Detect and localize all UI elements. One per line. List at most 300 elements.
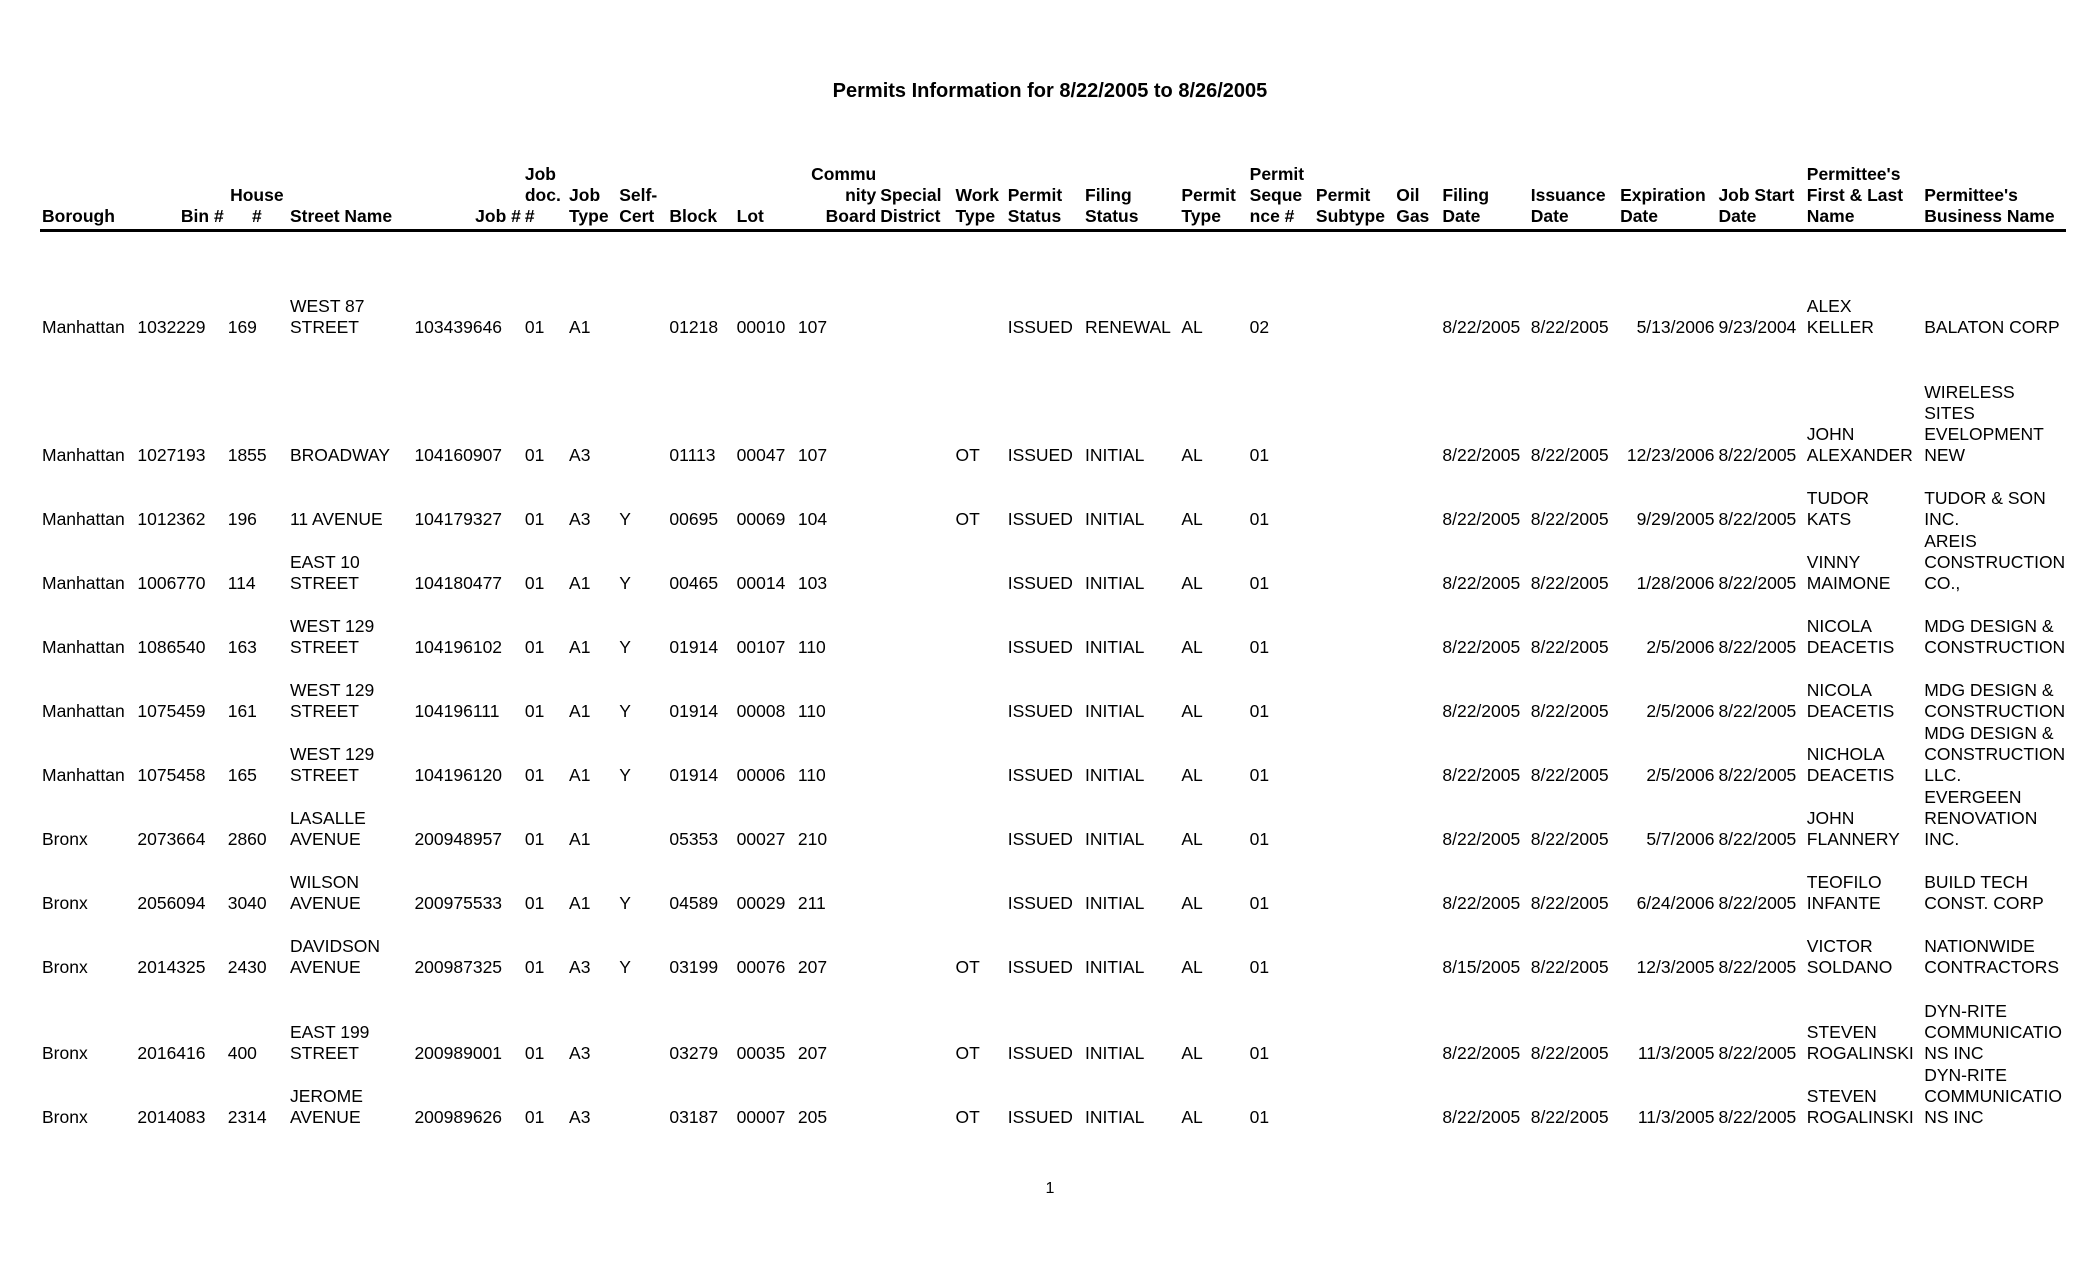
table-cell: WIRELESS SITES EVELOPMENT NEW [1924, 382, 2044, 465]
table-cell: 2014325 [137, 957, 206, 977]
table-cell: JOHN FLANNERY [1806, 808, 1900, 849]
table-cell: ISSUED [1007, 637, 1073, 657]
table-cell: INITIAL [1085, 765, 1145, 785]
table-cell [617, 254, 667, 338]
table-cell: AL [1181, 701, 1203, 721]
table-cell: 00006 [736, 765, 786, 785]
table-row [40, 914, 2066, 978]
table-cell: 01 [524, 445, 545, 465]
table-cell: 9/29/2005 [1636, 509, 1715, 529]
table-cell: A1 [569, 893, 591, 913]
table-cell [1314, 594, 1394, 658]
table-header-row [40, 164, 2066, 231]
table-cell: 01 [524, 637, 545, 657]
col-header: Lot [735, 164, 796, 231]
table-cell: INITIAL [1085, 1043, 1145, 1063]
table-cell: 210 [797, 829, 828, 849]
table-cell: DYN-RITE COMMUNICATIO NS INC [1924, 1001, 2062, 1063]
table-cell: 1086540 [137, 637, 206, 657]
table-cell: 110 [797, 765, 826, 785]
table-cell: INITIAL [1085, 637, 1145, 657]
table-cell: A1 [569, 573, 591, 593]
table-cell: 169 [227, 317, 257, 337]
table-row [40, 594, 2066, 658]
table-cell: STEVEN ROGALINSKI [1806, 1086, 1914, 1127]
table-cell: 11/3/2005 [1637, 1043, 1715, 1063]
table-cell: ISSUED [1007, 701, 1073, 721]
table-cell [1314, 530, 1394, 594]
table-cell: 107 [797, 445, 828, 465]
table-cell [954, 658, 1006, 722]
table-cell: Y [619, 765, 631, 785]
table-cell: 01 [524, 893, 545, 913]
table-cell: 1855 [227, 445, 267, 465]
table-cell: 165 [227, 765, 257, 785]
table-cell: MDG DESIGN & CONSTRUCTION [1924, 616, 2066, 657]
table-cell: A3 [569, 509, 591, 529]
table-cell: 8/22/2005 [1530, 445, 1609, 465]
table-cell [954, 530, 1006, 594]
table-cell: 200948957 [414, 829, 503, 849]
table-cell [1394, 338, 1440, 466]
table-cell: ISSUED [1007, 573, 1073, 593]
table-cell: 1/28/2006 [1636, 573, 1715, 593]
table-cell: 01 [1249, 1107, 1270, 1127]
table-cell: Bronx [42, 1107, 88, 1127]
table-cell [878, 914, 953, 978]
table-cell: JOHN ALEXANDER [1806, 424, 1913, 465]
col-header: Commu nity Board [796, 164, 878, 231]
table-cell: Bronx [42, 893, 88, 913]
table-cell: ALEX KELLER [1806, 296, 1874, 337]
table-cell [1314, 1064, 1394, 1128]
table-cell: 02 [1249, 317, 1270, 337]
table-cell: AL [1181, 445, 1203, 465]
table-cell: 03187 [669, 1107, 719, 1127]
table-cell: A3 [569, 1043, 591, 1063]
table-cell: A1 [569, 765, 591, 785]
table-cell: INITIAL [1085, 1107, 1145, 1127]
table-cell: 2073664 [137, 829, 206, 849]
table-cell: VICTOR SOLDANO [1806, 936, 1893, 977]
table-cell: A3 [569, 1107, 591, 1127]
table-cell: 01914 [669, 765, 719, 785]
table-cell: 8/22/2005 [1718, 445, 1797, 465]
table-cell [1394, 466, 1440, 530]
table-cell [1394, 658, 1440, 722]
table-cell: 8/22/2005 [1530, 829, 1609, 849]
table-cell: 2014083 [137, 1107, 206, 1127]
table-cell: 01 [524, 1043, 545, 1063]
permits-table [40, 164, 2066, 1128]
table-cell: 8/22/2005 [1530, 765, 1609, 785]
table-cell: 104180477 [414, 573, 503, 593]
table-cell: Y [619, 509, 631, 529]
table-cell: INITIAL [1085, 701, 1145, 721]
table-cell [1394, 594, 1440, 658]
table-cell: 05353 [669, 829, 719, 849]
table-cell [878, 254, 953, 338]
table-cell: 00069 [736, 509, 786, 529]
table-cell: 104160907 [414, 445, 503, 465]
table-cell: OT [955, 1043, 980, 1063]
table-cell: 104179327 [414, 509, 503, 529]
table-cell: ISSUED [1007, 1043, 1073, 1063]
table-cell: 00008 [736, 701, 786, 721]
table-cell: OT [955, 509, 980, 529]
table-cell: 8/22/2005 [1718, 637, 1797, 657]
table-cell: INITIAL [1085, 893, 1145, 913]
table-cell [617, 1064, 667, 1128]
table-cell: Manhattan [42, 637, 125, 657]
table-cell: TUDOR KATS [1806, 488, 1869, 529]
table-cell: 8/22/2005 [1442, 829, 1521, 849]
table-row [40, 978, 2066, 1064]
table-cell [878, 338, 953, 466]
table-cell: EVERGEEN RENOVATION INC. [1924, 787, 2038, 849]
table-cell: 8/15/2005 [1442, 957, 1521, 977]
table-cell: 104196120 [414, 765, 503, 785]
table-cell: AL [1181, 957, 1203, 977]
table-cell: ISSUED [1007, 957, 1073, 977]
col-header: Filing Date [1440, 164, 1528, 231]
header-spacer [40, 231, 2066, 255]
col-header: Expiration Date [1618, 164, 1716, 231]
table-cell: 211 [797, 893, 826, 913]
col-header: Permittee's Business Name [1922, 164, 2066, 231]
table-cell: 01 [1249, 573, 1270, 593]
table-cell [878, 786, 953, 850]
table-cell: 8/22/2005 [1442, 765, 1521, 785]
table-cell: AL [1181, 1043, 1203, 1063]
table-cell: 2430 [227, 957, 267, 977]
table-cell [878, 850, 953, 914]
table-cell [878, 658, 953, 722]
table-cell: 2/5/2006 [1646, 701, 1715, 721]
table-cell: 8/22/2005 [1718, 893, 1797, 913]
table-cell [954, 850, 1006, 914]
table-cell: A3 [569, 445, 591, 465]
table-cell: WEST 87 STREET [289, 296, 365, 337]
table-row [40, 786, 2066, 850]
table-cell: 8/22/2005 [1442, 893, 1521, 913]
table-cell: INITIAL [1085, 829, 1145, 849]
table-cell: 01 [1249, 1043, 1270, 1063]
table-cell [1314, 658, 1394, 722]
table-cell: 11/3/2005 [1637, 1107, 1715, 1127]
table-cell: 8/22/2005 [1530, 573, 1609, 593]
table-cell: 01 [524, 957, 545, 977]
table-cell: 9/23/2004 [1718, 317, 1797, 337]
table-cell: 8/22/2005 [1530, 701, 1609, 721]
table-cell: 01 [524, 1107, 545, 1127]
table-cell: Manhattan [42, 317, 125, 337]
table-cell: 110 [797, 701, 826, 721]
table-cell: 1075459 [137, 701, 206, 721]
table-cell [1394, 850, 1440, 914]
table-cell: 1075458 [137, 765, 206, 785]
table-cell [954, 254, 1006, 338]
table-cell: NICOLA DEACETIS [1806, 680, 1895, 721]
table-cell: 00035 [736, 1043, 786, 1063]
table-cell: 8/22/2005 [1530, 893, 1609, 913]
col-header: Bin # [135, 164, 225, 231]
table-cell: ISSUED [1007, 445, 1073, 465]
table-cell: 01218 [669, 317, 719, 337]
table-cell: RENEWAL [1085, 317, 1171, 337]
table-cell: 01914 [669, 637, 719, 657]
table-cell: 01 [1249, 765, 1270, 785]
table-cell: 8/22/2005 [1718, 957, 1797, 977]
table-cell: 8/22/2005 [1442, 1107, 1521, 1127]
page-title: Permits Information for 8/22/2005 to 8/26/2005 [832, 80, 1268, 102]
table-cell: AL [1181, 893, 1203, 913]
table-cell: 107 [797, 317, 828, 337]
table-cell [1314, 722, 1394, 786]
table-cell: Manhattan [42, 445, 125, 465]
table-cell: 11 AVENUE [289, 509, 383, 529]
table-cell: 00465 [669, 573, 719, 593]
table-cell: NICHOLA DEACETIS [1806, 744, 1895, 785]
table-cell: 8/22/2005 [1718, 829, 1797, 849]
table-row [40, 722, 2066, 786]
table-cell: AL [1181, 765, 1203, 785]
table-cell [878, 466, 953, 530]
table-cell [617, 786, 667, 850]
col-header: Permit Subtype [1314, 164, 1394, 231]
table-row [40, 850, 2066, 914]
table-cell: 2/5/2006 [1646, 637, 1715, 657]
table-row [40, 1064, 2066, 1128]
table-cell: AL [1181, 829, 1203, 849]
col-header: Street Name [288, 164, 412, 231]
table-cell: 01 [524, 765, 545, 785]
table-cell: A1 [569, 701, 591, 721]
table-cell: 8/22/2005 [1718, 573, 1797, 593]
table-cell: 03279 [669, 1043, 719, 1063]
table-cell: EAST 10 STREET [289, 552, 360, 593]
table-cell: 103 [797, 573, 828, 593]
table-cell: 8/22/2005 [1530, 957, 1609, 977]
table-cell: Y [619, 701, 631, 721]
table-cell: INITIAL [1085, 573, 1145, 593]
table-cell: 12/23/2006 [1626, 445, 1715, 465]
table-cell: Y [619, 893, 631, 913]
table-cell: 161 [227, 701, 257, 721]
table-cell [1394, 1064, 1440, 1128]
table-cell: 03199 [669, 957, 719, 977]
table-cell: BROADWAY [289, 445, 391, 465]
table-cell: 207 [797, 957, 828, 977]
table-cell: 8/22/2005 [1718, 509, 1797, 529]
table-cell: WEST 129 STREET [289, 680, 375, 721]
table-cell: 01 [1249, 893, 1270, 913]
table-cell: 01 [524, 701, 545, 721]
col-header: Filing Status [1083, 164, 1179, 231]
table-cell: 8/22/2005 [1442, 317, 1521, 337]
table-cell: OT [955, 445, 980, 465]
table-cell: 2016416 [137, 1043, 206, 1063]
table-cell: LASALLE AVENUE [289, 808, 366, 849]
table-cell: 8/22/2005 [1530, 1107, 1609, 1127]
table-row [40, 466, 2066, 530]
table-cell: 103439646 [414, 317, 503, 337]
table-cell: 00076 [736, 957, 786, 977]
table-cell [1394, 786, 1440, 850]
table-cell [1394, 254, 1440, 338]
table-cell: 8/22/2005 [1718, 701, 1797, 721]
table-cell: 5/7/2006 [1646, 829, 1715, 849]
col-header: Work Type [954, 164, 1006, 231]
table-cell: 2860 [227, 829, 267, 849]
table-cell [1394, 914, 1440, 978]
table-cell: BALATON CORP [1924, 317, 2060, 337]
table-cell: Bronx [42, 957, 88, 977]
table-cell [1314, 254, 1394, 338]
table-cell: INITIAL [1085, 445, 1145, 465]
table-row [40, 254, 2066, 338]
table-cell: TUDOR & SON INC. [1924, 488, 2046, 529]
table-cell: 104196111 [414, 701, 500, 721]
table-cell: 400 [227, 1043, 257, 1063]
table-cell: 2/5/2006 [1646, 765, 1715, 785]
table-cell: 12/3/2005 [1636, 957, 1715, 977]
table-cell: 8/22/2005 [1530, 317, 1609, 337]
table-cell: 1027193 [137, 445, 206, 465]
table-cell: 00007 [736, 1107, 786, 1127]
table-cell: Bronx [42, 1043, 88, 1063]
table-cell: 200989001 [414, 1043, 503, 1063]
table-cell: DAVIDSON AVENUE [289, 936, 381, 977]
table-cell: Manhattan [42, 765, 125, 785]
table-cell [1394, 530, 1440, 594]
table-cell: 163 [227, 637, 257, 657]
table-cell: 8/22/2005 [1718, 1107, 1797, 1127]
table-cell: 00047 [736, 445, 786, 465]
table-cell: AREIS CONSTRUCTION CO., [1924, 531, 2066, 593]
col-header: Block [667, 164, 734, 231]
table-cell [1314, 978, 1394, 1064]
col-header: Permit Type [1179, 164, 1247, 231]
table-cell: 8/22/2005 [1442, 445, 1521, 465]
table-cell [617, 338, 667, 466]
table-cell: 8/22/2005 [1442, 701, 1521, 721]
table-cell: 110 [797, 637, 826, 657]
col-header: Permittee's First & Last Name [1805, 164, 1922, 231]
table-cell: 6/24/2006 [1636, 893, 1715, 913]
table-cell: 104196102 [414, 637, 503, 657]
table-cell: 01 [1249, 829, 1270, 849]
table-cell [954, 594, 1006, 658]
table-cell: A1 [569, 829, 591, 849]
table-cell: MDG DESIGN & CONSTRUCTION [1924, 680, 2066, 721]
table-cell: 1032229 [137, 317, 206, 337]
col-header: Job Start Date [1716, 164, 1804, 231]
table-cell: 01 [524, 509, 545, 529]
table-cell [1394, 978, 1440, 1064]
table-cell: VINNY MAIMONE [1806, 552, 1891, 593]
table-cell: 104 [797, 509, 828, 529]
col-header: Job # [412, 164, 522, 231]
table-cell: 200989626 [414, 1107, 503, 1127]
table-cell: NICOLA DEACETIS [1806, 616, 1895, 657]
table-cell: 00010 [736, 317, 786, 337]
table-cell [1314, 850, 1394, 914]
table-cell: 01 [1249, 445, 1270, 465]
table-cell: Bronx [42, 829, 88, 849]
table-cell: 207 [797, 1043, 828, 1063]
table-cell: 01 [1249, 637, 1270, 657]
table-cell [954, 786, 1006, 850]
table-cell: 8/22/2005 [1442, 637, 1521, 657]
table-cell: 8/22/2005 [1718, 765, 1797, 785]
table-cell: NATIONWIDE CONTRACTORS [1924, 936, 2060, 977]
col-header: Self- Cert [617, 164, 667, 231]
table-cell: 196 [227, 509, 257, 529]
table-cell: 00695 [669, 509, 719, 529]
col-header: Special District [878, 164, 953, 231]
col-header: Permit Seque nce # [1248, 164, 1314, 231]
table-cell: A1 [569, 317, 591, 337]
table-cell: 01 [1249, 957, 1270, 977]
table-cell: INITIAL [1085, 509, 1145, 529]
table-cell: 01113 [669, 445, 716, 465]
table-cell: 200975533 [414, 893, 503, 913]
table-cell: ISSUED [1007, 765, 1073, 785]
table-cell: 1006770 [137, 573, 206, 593]
table-cell: 2314 [227, 1107, 267, 1127]
table-cell: Y [619, 573, 631, 593]
table-cell [878, 722, 953, 786]
table-cell: ISSUED [1007, 829, 1073, 849]
table-cell: 00014 [736, 573, 786, 593]
table-cell: BUILD TECH CONST. CORP [1924, 872, 2044, 913]
col-header: Job doc. # [523, 164, 567, 231]
table-cell [1314, 786, 1394, 850]
table-cell: 8/22/2005 [1718, 1043, 1797, 1063]
table-cell [878, 1064, 953, 1128]
col-header: House # [226, 164, 288, 231]
table-cell: ISSUED [1007, 317, 1073, 337]
page-number: 1 [1045, 1180, 1055, 1197]
table-cell: 205 [797, 1107, 828, 1127]
table-cell [878, 594, 953, 658]
table-cell: 00027 [736, 829, 786, 849]
col-header: Oil Gas [1394, 164, 1440, 231]
table-cell: 01 [1249, 509, 1270, 529]
table-cell: INITIAL [1085, 957, 1145, 977]
table-cell: AL [1181, 573, 1203, 593]
table-cell: 8/22/2005 [1442, 573, 1521, 593]
table-cell: 8/22/2005 [1530, 1043, 1609, 1063]
table-cell: WEST 129 STREET [289, 744, 375, 785]
col-header: Borough [40, 164, 135, 231]
table-cell: ISSUED [1007, 509, 1073, 529]
table-cell: 8/22/2005 [1442, 509, 1521, 529]
table-cell: AL [1181, 509, 1203, 529]
table-row [40, 530, 2066, 594]
table-cell [1314, 466, 1394, 530]
spacer-cell [40, 231, 2066, 255]
table-cell: 01914 [669, 701, 719, 721]
table-cell: 04589 [669, 893, 719, 913]
table-cell: 01 [1249, 701, 1270, 721]
table-cell: AL [1181, 1107, 1203, 1127]
table-row [40, 338, 2066, 466]
table-cell: 00107 [736, 637, 786, 657]
table-cell: MDG DESIGN & CONSTRUCTION LLC. [1924, 723, 2066, 785]
table-cell: Manhattan [42, 509, 125, 529]
